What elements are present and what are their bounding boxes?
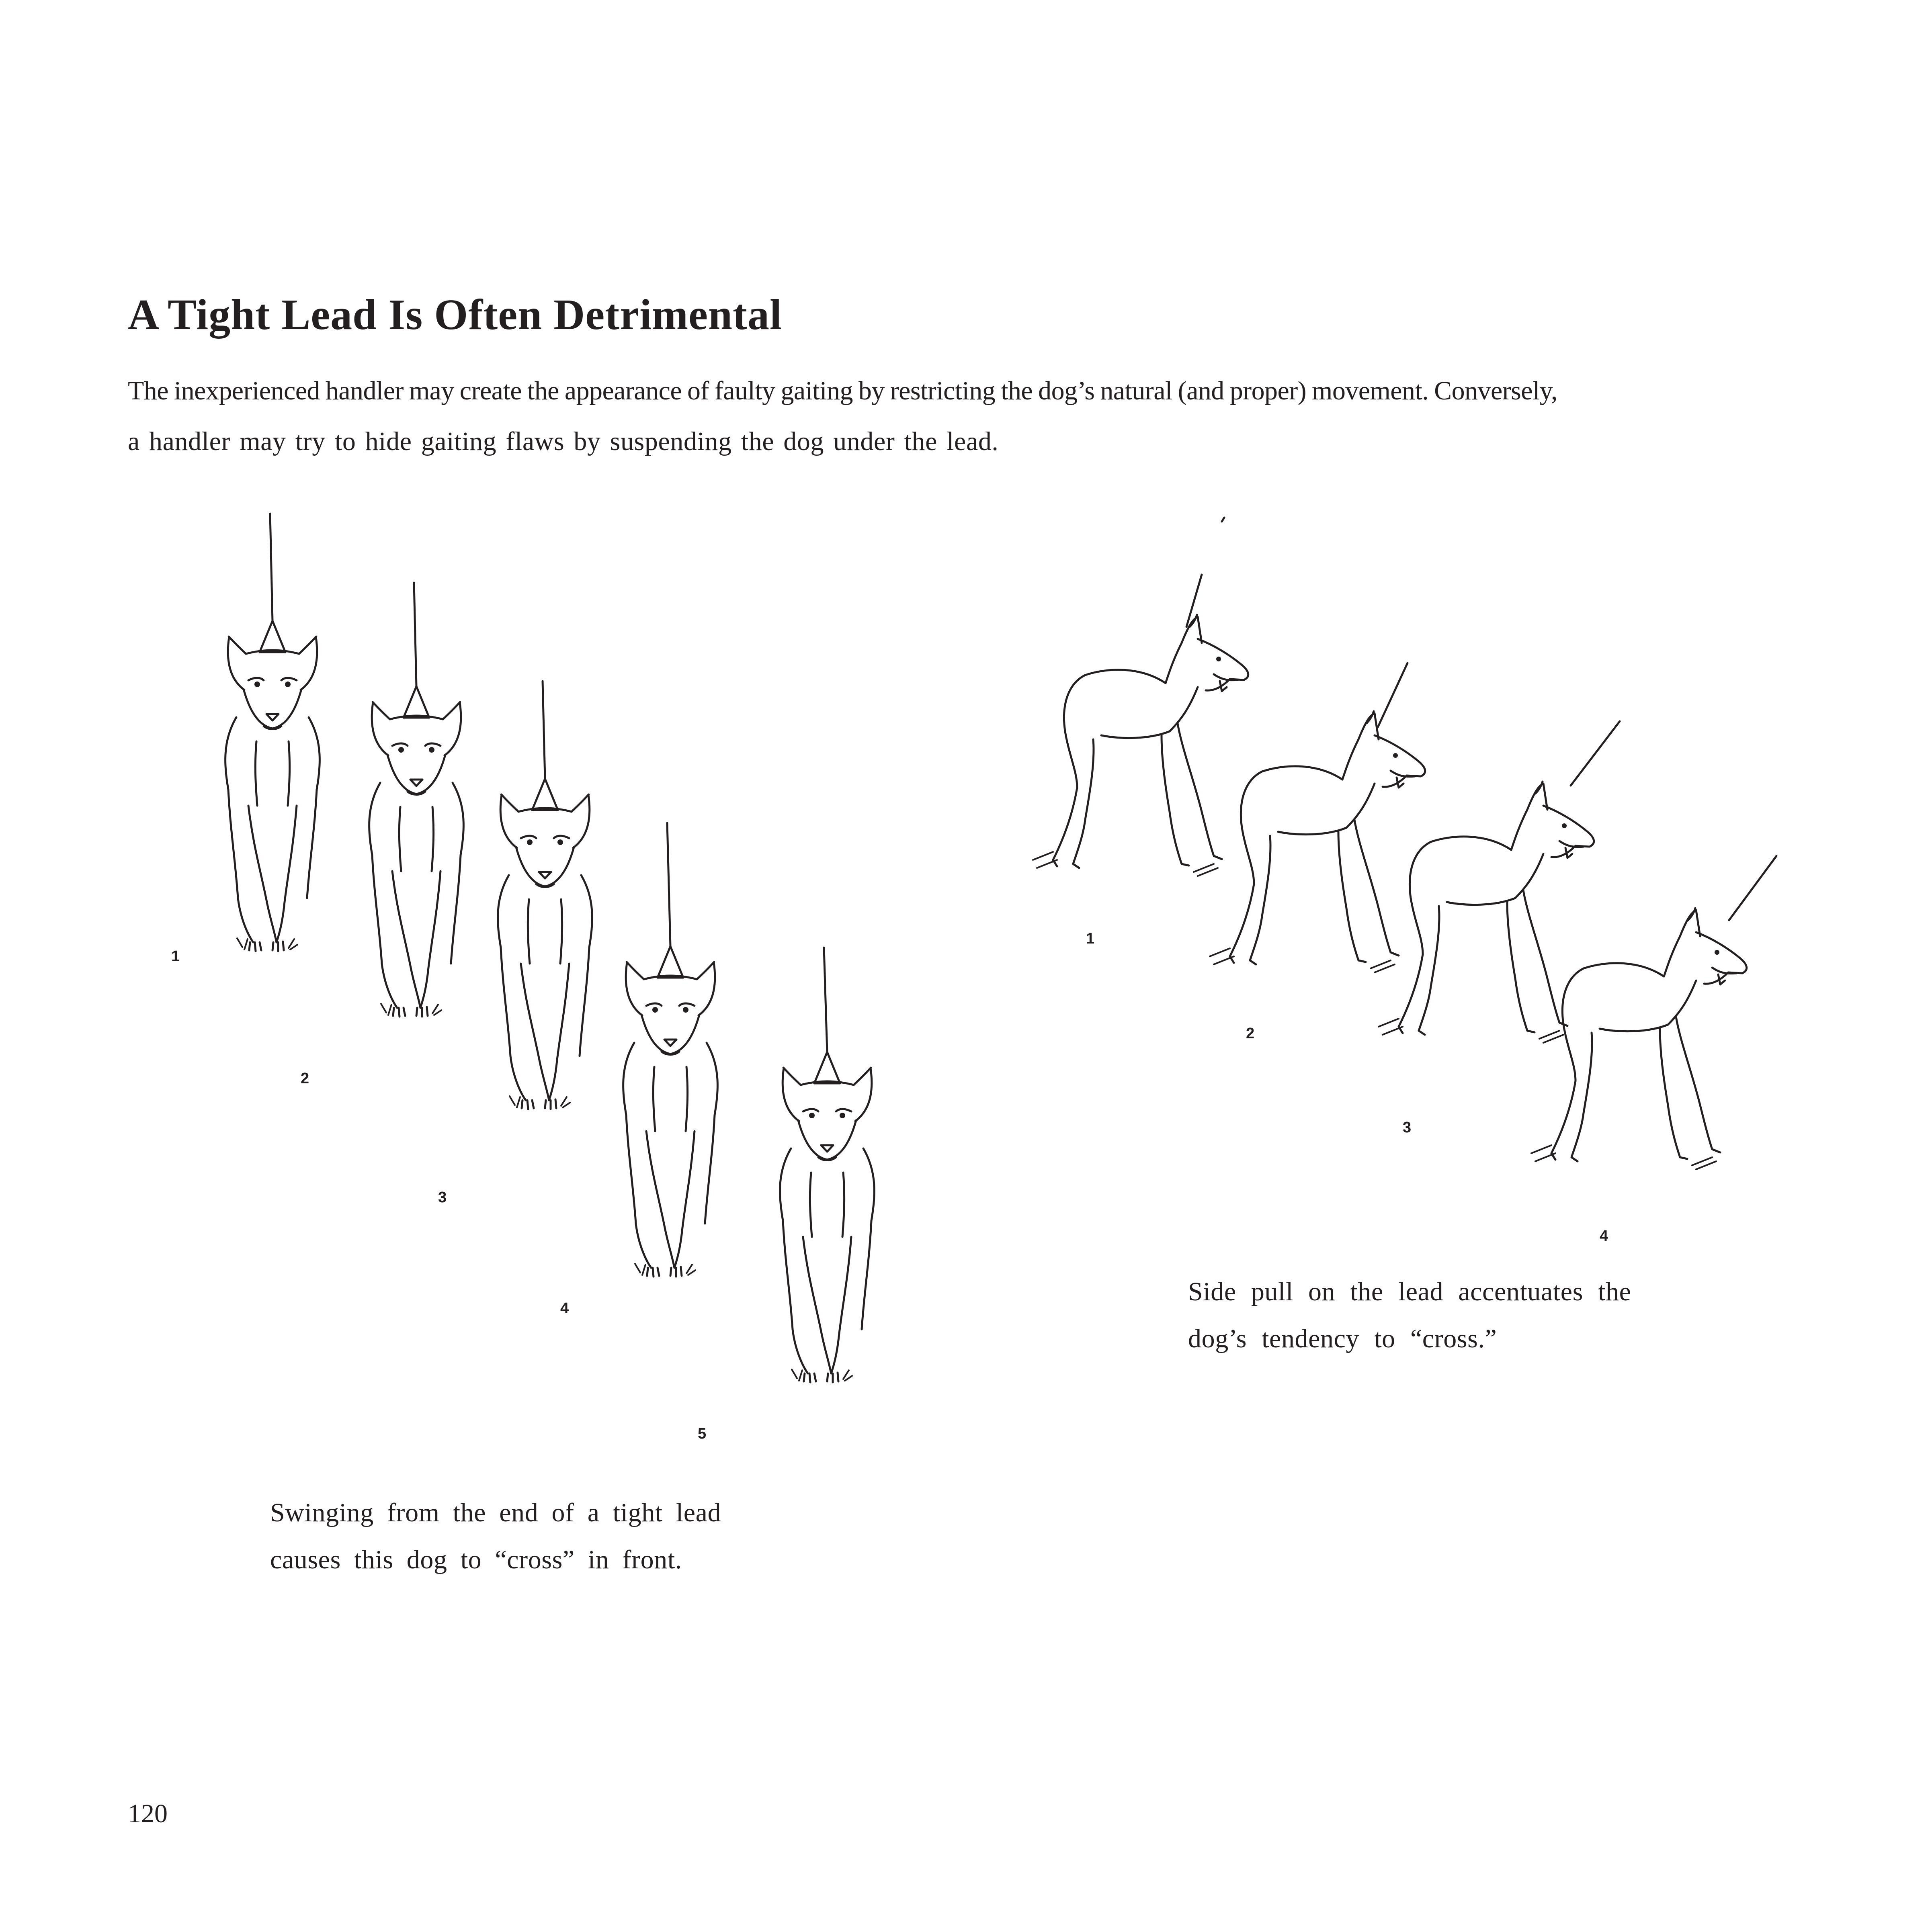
- dog-front-4: [623, 946, 718, 1277]
- lead-line: [667, 823, 670, 946]
- figure-number: 3: [1403, 1119, 1412, 1136]
- figure-number: 5: [698, 1425, 707, 1442]
- lead-line: [824, 948, 827, 1052]
- dog-front-5: [780, 1052, 875, 1382]
- lead-line: [543, 681, 545, 779]
- dog-front-1: [225, 621, 320, 951]
- dog-front-2: [369, 686, 464, 1017]
- caption-left-line-1: Swinging from the end of a tight lead: [270, 1498, 721, 1527]
- page-number: 120: [128, 1799, 168, 1828]
- figure-number: 4: [560, 1300, 569, 1317]
- caption-left: [270, 1489, 721, 1583]
- dog-side-3: [1379, 782, 1594, 1043]
- intro-line-2: a handler may try to hide gaiting flaws by suspending the dog under the lead.: [128, 427, 999, 456]
- lead-line: [1729, 856, 1776, 920]
- figure-number: 3: [438, 1189, 447, 1206]
- lead-line: [1378, 663, 1408, 727]
- lead-line: [414, 583, 416, 686]
- figure-number: 4: [1600, 1228, 1608, 1244]
- intro-line-1: The inexperienced handler may create the appearance of faulty gaiting by restricting the dog’s natural (and proper) movement. Conversely,: [128, 376, 1557, 405]
- dog-side-2: [1210, 711, 1425, 972]
- figure-number: 1: [1086, 930, 1095, 947]
- lead-line: [270, 514, 272, 621]
- dog-side-1: [1033, 615, 1248, 876]
- caption-left-line-2: causes this dog to “cross” in front.: [270, 1545, 682, 1574]
- dog-front-3: [498, 779, 592, 1109]
- lead-line: [1571, 721, 1620, 786]
- caption-right: [1188, 1268, 1631, 1362]
- figure-number: 2: [1246, 1025, 1255, 1042]
- dog-side-4: [1531, 908, 1747, 1169]
- lead-line: [1222, 518, 1224, 522]
- page-title: A Tight Lead Is Often Detrimental: [128, 291, 783, 339]
- caption-right-line-1: Side pull on the lead accentuates the: [1188, 1277, 1631, 1306]
- figure-number: 1: [171, 948, 180, 965]
- figure-number: 2: [301, 1070, 309, 1087]
- caption-right-line-2: dog’s tendency to “cross.”: [1188, 1324, 1497, 1353]
